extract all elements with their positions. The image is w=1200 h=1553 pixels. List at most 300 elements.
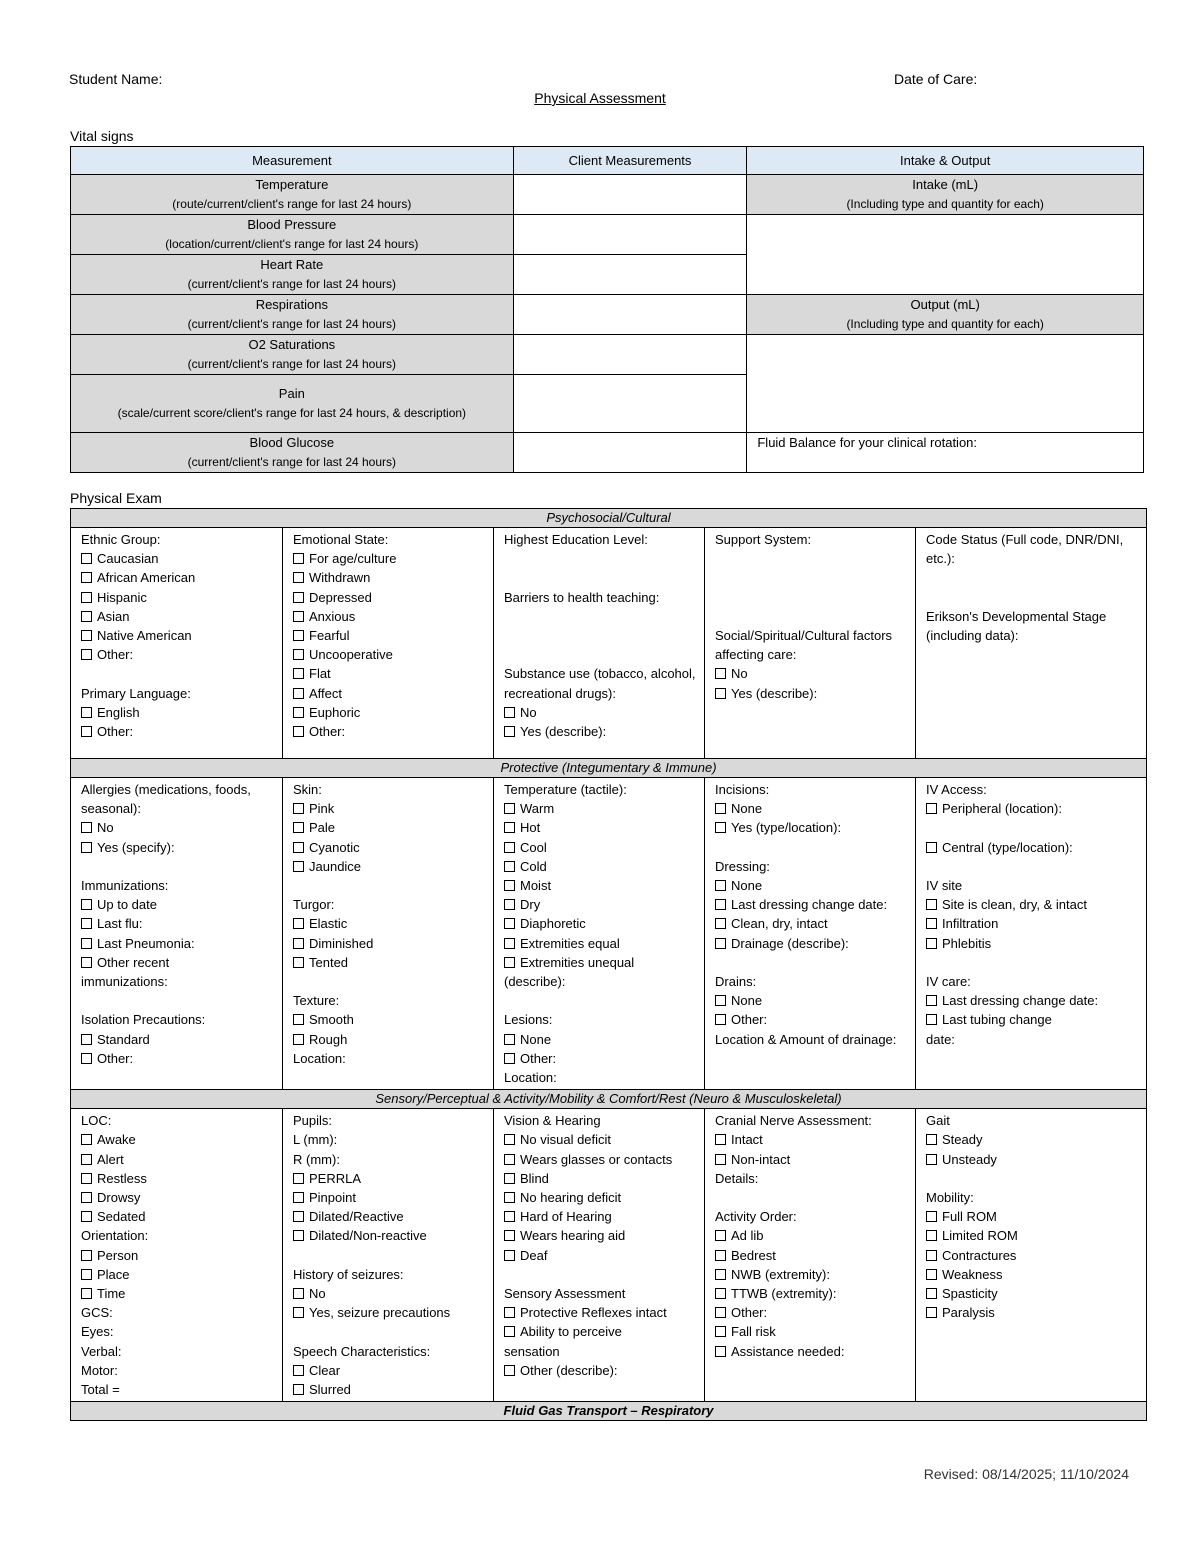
checkbox-item[interactable]: Other: [81, 645, 276, 664]
checkbox[interactable] [293, 592, 304, 603]
checkbox-item[interactable]: Drowsy [81, 1188, 276, 1207]
checkbox[interactable] [926, 1288, 937, 1299]
checkbox-item[interactable]: Other: [715, 1010, 909, 1029]
checkbox[interactable] [926, 918, 937, 929]
checkbox-item[interactable]: None [715, 991, 909, 1010]
checkbox[interactable] [293, 726, 304, 737]
iv-site-heading: IV site [926, 877, 963, 893]
band-psychosocial: Psychosocial/Cultural [71, 509, 1147, 528]
checkbox[interactable] [81, 1192, 92, 1203]
checkbox[interactable] [504, 1365, 515, 1376]
checkbox[interactable] [715, 1346, 726, 1357]
checkbox[interactable] [715, 1326, 726, 1337]
checkbox-item[interactable]: No [81, 818, 276, 837]
checkbox-item[interactable]: Alert [81, 1150, 276, 1169]
checkbox-item[interactable]: For age/culture [293, 549, 487, 568]
checkbox-item[interactable]: Other recent [81, 953, 276, 972]
checkbox[interactable] [715, 1154, 726, 1165]
checkbox-item[interactable]: Person [81, 1246, 276, 1265]
checkbox-item[interactable]: Warm [504, 799, 698, 818]
checkbox[interactable] [504, 1173, 515, 1184]
checkbox[interactable] [293, 842, 304, 853]
checkbox[interactable] [293, 1307, 304, 1318]
checkbox-item[interactable]: Place [81, 1265, 276, 1284]
checkbox[interactable] [293, 803, 304, 814]
col-measurement: Measurement [71, 147, 514, 175]
checkbox[interactable] [293, 688, 304, 699]
checkbox-item[interactable]: Extremities unequal [504, 953, 698, 972]
checkbox-item[interactable]: Euphoric [293, 703, 487, 722]
student-name-label: Student Name: [69, 71, 163, 87]
checkbox-item[interactable]: Pale [293, 818, 487, 837]
checkbox[interactable] [81, 822, 92, 833]
checkbox[interactable] [81, 572, 92, 583]
checkbox[interactable] [926, 899, 937, 910]
iv-access-cell [916, 778, 1147, 1090]
iv-care-heading: IV care: [926, 973, 971, 989]
checkbox-item[interactable]: Depressed [293, 588, 487, 607]
measure-heart-rate: Heart Rate (current/client's range for last 24 hours) [71, 255, 514, 295]
checkbox[interactable] [81, 611, 92, 622]
checkbox[interactable] [504, 726, 515, 737]
vital-signs-label: Vital signs [70, 128, 134, 144]
checkbox[interactable] [81, 592, 92, 603]
skin-location-text: Location: [293, 1050, 346, 1066]
pupils-cell [283, 1109, 494, 1402]
checkbox[interactable] [504, 861, 515, 872]
checkbox-item[interactable]: Caucasian [81, 549, 276, 568]
checkbox-item[interactable]: Awake [81, 1130, 276, 1149]
checkbox[interactable] [81, 1173, 92, 1184]
checkbox-item[interactable]: None [504, 1030, 698, 1049]
checkbox[interactable] [715, 1134, 726, 1145]
immunizations-heading: Immunizations: [81, 878, 169, 893]
checkbox-item[interactable]: Other: [293, 722, 487, 741]
checkbox[interactable] [81, 957, 92, 968]
checkbox-item[interactable]: Other: [81, 1049, 276, 1068]
checkbox-item[interactable]: Yes (type/location): [715, 818, 909, 837]
checkbox[interactable] [293, 707, 304, 718]
checkbox[interactable] [504, 899, 515, 910]
incisions-heading: Incisions: [715, 782, 770, 797]
loc-heading: LOC: [81, 1113, 112, 1129]
gcs-eyes: Eyes: [81, 1324, 114, 1340]
checkbox-item[interactable]: Native American [81, 626, 276, 645]
checkbox[interactable] [81, 1250, 92, 1261]
checkbox[interactable] [926, 1134, 937, 1145]
checkbox-item[interactable]: Flat [293, 664, 487, 683]
checkbox-item[interactable]: PERRLA [293, 1169, 487, 1188]
checkbox[interactable] [293, 1384, 304, 1395]
checkbox[interactable] [715, 803, 726, 814]
checkbox-item[interactable]: Full ROM [926, 1207, 1140, 1226]
checkbox-item[interactable]: No visual deficit [504, 1130, 698, 1149]
checkbox-item[interactable]: Asian [81, 607, 276, 626]
checkbox[interactable] [81, 1053, 92, 1064]
date-of-care-label: Date of Care: [894, 71, 978, 87]
client-heart-rate-cell[interactable] [513, 255, 747, 295]
checkbox[interactable] [926, 1250, 937, 1261]
checkbox-item[interactable]: Steady [926, 1130, 1140, 1149]
checkbox[interactable] [293, 1014, 304, 1025]
checkbox-item[interactable]: Last flu: [81, 914, 276, 933]
checkbox-item[interactable]: None [715, 876, 909, 895]
checkbox[interactable] [504, 1034, 515, 1045]
checkbox-item[interactable]: Hispanic [81, 588, 276, 607]
checkbox[interactable] [715, 1269, 726, 1280]
checkbox-item[interactable]: Other (describe): [504, 1361, 698, 1380]
activity-order-heading: Activity Order: [715, 1209, 797, 1225]
checkbox[interactable] [715, 1288, 726, 1299]
checkbox[interactable] [504, 1154, 515, 1165]
checkbox-item[interactable]: Sedated [81, 1207, 276, 1226]
intake-header: Intake (mL) (Including type and quantity for each) [747, 175, 1144, 215]
dressing-heading: Dressing: [715, 858, 770, 874]
checkbox-item[interactable]: Peripheral (location): [926, 799, 1140, 818]
checkbox-item[interactable]: Yes (specify): [81, 838, 276, 857]
checkbox[interactable] [504, 842, 515, 853]
checkbox[interactable] [81, 899, 92, 910]
checkbox-item[interactable]: None [715, 799, 909, 818]
checkbox-item[interactable]: Elastic [293, 914, 487, 933]
vision-hearing-cell [494, 1109, 705, 1402]
measure-pain: Pain (scale/current score/client's range for last 24 hours, & description) [71, 375, 514, 433]
revised-date: Revised: 08/14/2025; 11/10/2024 [923, 1466, 1129, 1482]
checkbox-item[interactable]: No [293, 1284, 487, 1303]
measure-temperature: Temperature (route/current/client's range for last 24 hours) [71, 175, 514, 215]
checkbox-item[interactable]: Pink [293, 799, 487, 818]
checkbox[interactable] [504, 957, 515, 968]
checkbox[interactable] [715, 1307, 726, 1318]
temperature-tactile-heading: Temperature (tactile): [504, 782, 627, 797]
checkbox[interactable] [504, 1211, 515, 1222]
checkbox[interactable] [293, 668, 304, 679]
checkbox[interactable] [715, 995, 726, 1006]
substance-use-heading: Substance use (tobacco, alcohol, recreational drugs): [504, 666, 696, 701]
checkbox[interactable] [715, 899, 726, 910]
checkbox-item[interactable]: Rough [293, 1030, 487, 1049]
checkbox-item[interactable]: Ad lib [715, 1226, 909, 1245]
client-blood-glucose-cell[interactable] [513, 433, 747, 473]
describe-text: (describe): [504, 974, 566, 990]
checkbox[interactable] [926, 995, 937, 1006]
checkbox-item[interactable]: Last dressing change date: [926, 991, 1140, 1010]
checkbox-item[interactable]: Deaf [504, 1246, 698, 1265]
checkbox-item[interactable]: Clean, dry, intact [715, 914, 909, 933]
skin-cell [283, 778, 494, 1090]
checkbox-item[interactable]: Hard of Hearing [504, 1207, 698, 1226]
checkbox[interactable] [293, 938, 304, 949]
checkbox-item[interactable]: African American [81, 568, 276, 587]
checkbox-item[interactable]: Withdrawn [293, 568, 487, 587]
gcs-motor: Motor: [81, 1362, 118, 1378]
isolation-heading: Isolation Precautions: [81, 1012, 206, 1028]
checkbox[interactable] [926, 842, 937, 853]
checkbox[interactable] [293, 1034, 304, 1045]
checkbox[interactable] [926, 1211, 937, 1222]
checkbox-item[interactable]: Dilated/Non-reactive [293, 1226, 487, 1245]
checkbox[interactable] [926, 938, 937, 949]
checkbox[interactable] [293, 1365, 304, 1376]
fluid-balance-cell[interactable]: Fluid Balance for your clinical rotation: [747, 433, 1144, 473]
vital-signs-table [70, 146, 1144, 473]
checkbox-item[interactable]: Restless [81, 1169, 276, 1188]
checkbox-item[interactable]: Jaundice [293, 857, 487, 876]
checkbox[interactable] [715, 1014, 726, 1025]
checkbox-item[interactable]: Other: [504, 1049, 698, 1068]
checkbox[interactable] [293, 822, 304, 833]
checkbox[interactable] [81, 1269, 92, 1280]
checkbox-item[interactable]: Diminished [293, 934, 487, 953]
checkbox-item[interactable]: Other: [715, 1303, 909, 1322]
checkbox[interactable] [81, 842, 92, 853]
checkbox[interactable] [81, 707, 92, 718]
checkbox-item[interactable]: Assistance needed: [715, 1342, 909, 1361]
checkbox[interactable] [926, 803, 937, 814]
checkbox-item[interactable]: English [81, 703, 276, 722]
checkbox[interactable] [293, 1230, 304, 1241]
checkbox[interactable] [81, 1034, 92, 1045]
checkbox[interactable] [293, 572, 304, 583]
checkbox[interactable] [293, 611, 304, 622]
checkbox-item[interactable]: Yes (describe): [715, 684, 909, 703]
checkbox-item[interactable]: Weakness [926, 1265, 1140, 1284]
checkbox-item[interactable]: Yes, seizure precautions [293, 1303, 487, 1322]
checkbox-item[interactable]: Up to date [81, 895, 276, 914]
checkbox-item[interactable]: Drainage (describe): [715, 934, 909, 953]
checkbox[interactable] [715, 668, 726, 679]
gcs-verbal: Verbal: [81, 1343, 122, 1359]
measure-blood-pressure: Blood Pressure (location/current/client's range for last 24 hours) [71, 215, 514, 255]
checkbox[interactable] [293, 630, 304, 641]
checkbox[interactable] [504, 918, 515, 929]
checkbox[interactable] [293, 649, 304, 660]
code-status-heading: Code Status (Full code, DNR/DNI, etc.): [926, 532, 1124, 567]
checkbox-item[interactable]: Diaphoretic [504, 914, 698, 933]
education-cell [494, 528, 705, 759]
social-factors-heading: Social/Spiritual/Cultural factors affecting care: [715, 627, 893, 663]
checkbox[interactable] [504, 822, 515, 833]
checkbox[interactable] [715, 1250, 726, 1261]
cranial-nerve-heading: Cranial Nerve Assessment: [715, 1113, 872, 1129]
band-sensory: Sensory/Perceptual & Activity/Mobility & Comfort/Rest (Neuro & Musculoskeletal) [71, 1090, 1147, 1109]
checkbox[interactable] [293, 1192, 304, 1203]
checkbox-item[interactable]: Pinpoint [293, 1188, 487, 1207]
checkbox-item[interactable]: Smooth [293, 1010, 487, 1029]
pupil-right: R (mm): [293, 1151, 340, 1167]
checkbox-item[interactable]: Yes (describe): [504, 722, 698, 741]
checkbox[interactable] [293, 861, 304, 872]
checkbox-item[interactable]: No [504, 703, 698, 722]
band-protective: Protective (Integumentary & Immune) [71, 759, 1147, 778]
checkbox-item[interactable]: Blind [504, 1169, 698, 1188]
checkbox-item[interactable]: Dry [504, 895, 698, 914]
skin-heading: Skin: [293, 782, 322, 797]
checkbox[interactable] [504, 1326, 515, 1337]
checkbox[interactable] [504, 707, 515, 718]
client-blood-pressure-cell[interactable] [513, 215, 747, 255]
allergies-cell [71, 778, 283, 1090]
checkbox[interactable] [926, 1307, 937, 1318]
checkbox[interactable] [293, 553, 304, 564]
checkbox[interactable] [81, 1288, 92, 1299]
checkbox-item[interactable]: Infiltration [926, 914, 1140, 933]
checkbox[interactable] [504, 880, 515, 891]
checkbox-item[interactable]: Dilated/Reactive [293, 1207, 487, 1226]
vital-signs-header-row [71, 147, 1144, 175]
checkbox[interactable] [715, 918, 726, 929]
physical-exam-table [70, 508, 1147, 1421]
client-temperature-cell[interactable] [513, 175, 747, 215]
checkbox-item[interactable]: No hearing deficit [504, 1188, 698, 1207]
tubing-date-text: date: [926, 1031, 955, 1047]
lesion-location-text: Location: [504, 1070, 557, 1086]
speech-heading: Speech Characteristics: [293, 1343, 431, 1359]
checkbox[interactable] [293, 918, 304, 929]
checkbox-item[interactable]: Wears glasses or contacts [504, 1150, 698, 1169]
band-fluid-gas: Fluid Gas Transport – Respiratory [71, 1402, 1147, 1421]
measure-blood-glucose: Blood Glucose (current/client's range for last 24 hours) [71, 433, 514, 473]
checkbox[interactable] [926, 1269, 937, 1280]
checkbox[interactable] [81, 649, 92, 660]
checkbox-item[interactable]: Phlebitis [926, 934, 1140, 953]
page-title: Physical Assessment [534, 90, 666, 106]
checkbox[interactable] [504, 1307, 515, 1318]
checkbox-item[interactable]: Protective Reflexes intact [504, 1303, 698, 1322]
intake-entry-cell[interactable] [747, 215, 1144, 295]
drains-heading: Drains: [715, 974, 757, 989]
checkbox[interactable] [504, 1230, 515, 1241]
checkbox-item[interactable]: TTWB (extremity): [715, 1284, 909, 1303]
checkbox-item[interactable]: Tented [293, 953, 487, 972]
checkbox-item[interactable]: Last Pneumonia: [81, 934, 276, 953]
checkbox-item[interactable]: Standard [81, 1030, 276, 1049]
checkbox-item[interactable]: NWB (extremity): [715, 1265, 909, 1284]
checkbox[interactable] [81, 1134, 92, 1145]
details-text: Details: [715, 1170, 759, 1186]
checkbox-item[interactable]: Anxious [293, 607, 487, 626]
checkbox-item[interactable]: Affect [293, 684, 487, 703]
checkbox[interactable] [293, 1173, 304, 1184]
support-system-cell [705, 528, 916, 759]
client-respirations-cell[interactable] [513, 295, 747, 335]
checkbox-item[interactable]: Limited ROM [926, 1226, 1140, 1245]
loc-cell [71, 1109, 283, 1402]
checkbox-item[interactable]: Extremities equal [504, 934, 698, 953]
checkbox[interactable] [504, 1053, 515, 1064]
checkbox-item[interactable]: Hot [504, 818, 698, 837]
gait-cell [916, 1109, 1147, 1402]
emotional-state-heading: Emotional State: [293, 532, 389, 547]
checkbox-item[interactable]: Last dressing change date: [715, 895, 909, 914]
checkbox[interactable] [81, 938, 92, 949]
checkbox-item[interactable]: Bedrest [715, 1246, 909, 1265]
mobility-heading: Mobility: [926, 1190, 974, 1206]
checkbox-item[interactable]: Uncooperative [293, 645, 487, 664]
gait-heading: Gait [926, 1113, 950, 1129]
checkbox[interactable] [293, 1288, 304, 1299]
checkbox-item[interactable]: Moist [504, 876, 698, 895]
checkbox-item[interactable]: Time [81, 1284, 276, 1303]
seizures-heading: History of seizures: [293, 1266, 404, 1282]
checkbox[interactable] [926, 1230, 937, 1241]
ethnic-group-heading: Ethnic Group: [81, 532, 161, 547]
checkbox[interactable] [81, 1154, 92, 1165]
lesions-heading: Lesions: [504, 1012, 553, 1028]
checkbox-item[interactable]: Cool [504, 838, 698, 857]
checkbox-item[interactable]: Contractures [926, 1246, 1140, 1265]
support-system-heading: Support System: [715, 532, 812, 547]
output-entry-cell[interactable] [747, 335, 1144, 433]
client-o2-cell[interactable] [513, 335, 747, 375]
checkbox[interactable] [81, 918, 92, 929]
checkbox-item[interactable]: Slurred [293, 1380, 487, 1399]
checkbox[interactable] [715, 822, 726, 833]
col-intake-output: Intake & Output [747, 147, 1144, 175]
checkbox-item[interactable]: Fearful [293, 626, 487, 645]
erikson-heading: Erikson's Developmental Stage (including data): [926, 608, 1107, 643]
checkbox-item[interactable]: Paralysis [926, 1303, 1140, 1322]
checkbox[interactable] [81, 1211, 92, 1222]
code-status-cell [916, 528, 1147, 759]
col-client-measurements: Client Measurements [513, 147, 747, 175]
checkbox[interactable] [81, 553, 92, 564]
client-pain-cell[interactable] [513, 375, 747, 433]
checkbox-item[interactable]: Site is clean, dry, & intact [926, 895, 1140, 914]
checkbox[interactable] [715, 880, 726, 891]
checkbox[interactable] [715, 1230, 726, 1241]
temperature-tactile-cell [494, 778, 705, 1090]
checkbox[interactable] [926, 1154, 937, 1165]
pupils-heading: Pupils: [293, 1113, 333, 1129]
checkbox-item[interactable]: Fall risk [715, 1322, 909, 1341]
checkbox-item[interactable]: Ability to perceive [504, 1322, 698, 1341]
physical-exam-label: Physical Exam [70, 490, 162, 506]
checkbox-item[interactable]: Cyanotic [293, 838, 487, 857]
checkbox[interactable] [504, 1192, 515, 1203]
incisions-cell [705, 778, 916, 1090]
education-heading: Highest Education Level: [504, 532, 648, 547]
checkbox-item[interactable]: Non-intact [715, 1150, 909, 1169]
immunizations-text: immunizations: [81, 974, 168, 990]
checkbox-item[interactable]: Wears hearing aid [504, 1226, 698, 1245]
checkbox[interactable] [715, 688, 726, 699]
checkbox-item[interactable]: No [715, 664, 909, 683]
checkbox[interactable] [504, 938, 515, 949]
checkbox-item[interactable]: Intact [715, 1130, 909, 1149]
drainage-text: Location & Amount of drainage: [715, 1031, 897, 1047]
checkbox-item[interactable]: Last tubing change [926, 1010, 1140, 1029]
checkbox[interactable] [293, 1211, 304, 1222]
checkbox[interactable] [81, 630, 92, 641]
checkbox-item[interactable]: Spasticity [926, 1284, 1140, 1303]
checkbox[interactable] [504, 1250, 515, 1261]
checkbox[interactable] [715, 938, 726, 949]
checkbox-item[interactable]: Clear [293, 1361, 487, 1380]
checkbox-item[interactable]: Cold [504, 857, 698, 876]
checkbox[interactable] [504, 803, 515, 814]
checkbox-item[interactable]: Unsteady [926, 1150, 1140, 1169]
output-header: Output (mL) (Including type and quantity for each) [747, 295, 1144, 335]
checkbox[interactable] [293, 957, 304, 968]
checkbox-item[interactable]: Other: [81, 722, 276, 741]
checkbox[interactable] [926, 1014, 937, 1025]
checkbox[interactable] [81, 726, 92, 737]
gcs-total: Total = [81, 1382, 120, 1398]
checkbox[interactable] [504, 1134, 515, 1145]
checkbox-item[interactable]: Central (type/location): [926, 838, 1140, 857]
primary-language-heading: Primary Language: [81, 685, 191, 701]
